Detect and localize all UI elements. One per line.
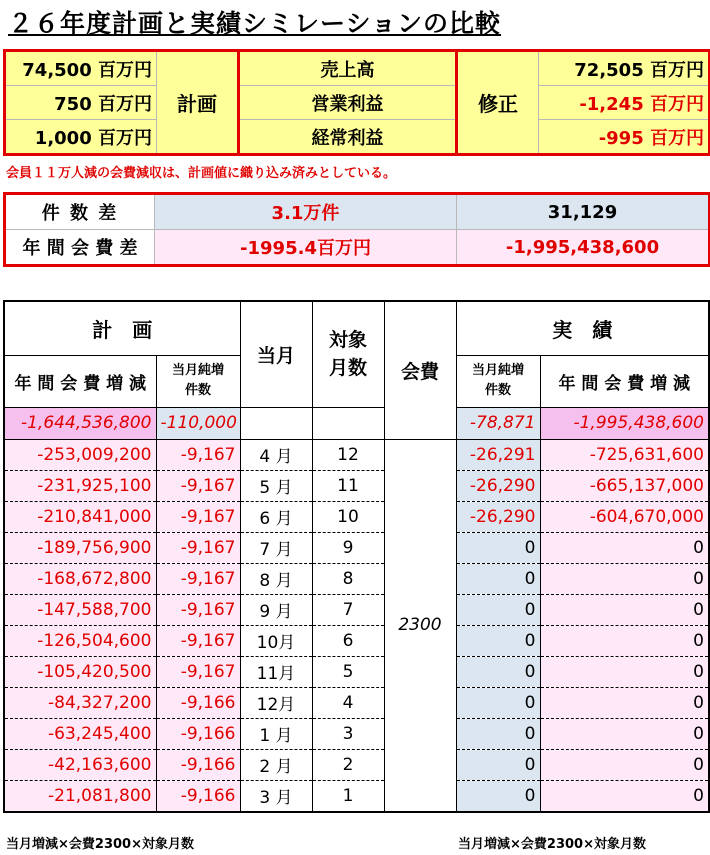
- table-row: [4, 625, 709, 656]
- target-header-line2: 月数: [328, 357, 367, 380]
- plan-annual-cell: -84,327,200: [4, 687, 156, 718]
- note-text: 会員１１万人減の会費減収は、計画値に織り込み済みとしている。: [6, 166, 397, 181]
- plan-annual-cell: -168,672,800: [4, 563, 156, 594]
- actual-annual-cell: 0: [540, 718, 709, 749]
- plan-sales: 74,500 百万円: [5, 51, 157, 86]
- actual-net-cell: 0: [456, 687, 540, 718]
- summary-row: [5, 120, 710, 155]
- month-cell: 3 月: [240, 780, 312, 812]
- actual-annual-cell: 0: [540, 625, 709, 656]
- target-months-cell: 11: [312, 470, 384, 501]
- plan-net-total: -110,000: [156, 407, 240, 439]
- month-header: 当月: [240, 301, 312, 407]
- plan-annual-cell: -147,588,700: [4, 594, 156, 625]
- diff-fee-label: 年 間 会 費 差: [5, 230, 155, 266]
- table-row: [4, 687, 709, 718]
- table-row: [4, 656, 709, 687]
- plan-net-header: [156, 355, 240, 407]
- table-row: [4, 439, 709, 470]
- simulation-table: [3, 300, 710, 813]
- actual-annual-cell: 0: [540, 594, 709, 625]
- actual-net-cell: 0: [456, 780, 540, 812]
- actual-annual-header: 年 間 会 費 増 減: [540, 355, 709, 407]
- target-months-cell: 12: [312, 439, 384, 470]
- item-operating-profit: 営業利益: [239, 86, 457, 120]
- plan-annual-cell: -253,009,200: [4, 439, 156, 470]
- revised-ordinary-profit: -995 百万円: [539, 120, 710, 155]
- actual-net-cell: 0: [456, 532, 540, 563]
- difference-table: [3, 192, 710, 267]
- actual-annual-cell: 0: [540, 749, 709, 780]
- target-header-line1: 対象: [328, 329, 367, 352]
- diff-count-value1: 3.1万件: [155, 194, 457, 230]
- revised-label: 修正: [457, 51, 539, 155]
- revised-sales: 72,505 百万円: [539, 51, 710, 86]
- actual-net-cell: -26,290: [456, 501, 540, 532]
- table-row: [4, 563, 709, 594]
- table-row: [4, 501, 709, 532]
- month-cell: 8 月: [240, 563, 312, 594]
- footer-right-formula: 当月増減×会費2300×対象月数: [458, 837, 646, 852]
- summary-row: [5, 51, 710, 86]
- target-months-cell: 1: [312, 780, 384, 812]
- plan-operating-profit: 750 百万円: [5, 86, 157, 120]
- plan-annual-cell: -105,420,500: [4, 656, 156, 687]
- actual-header: 実 績: [456, 301, 709, 355]
- plan-net-cell: -9,166: [156, 749, 240, 780]
- target-months-cell: 10: [312, 501, 384, 532]
- table-row: [4, 780, 709, 812]
- month-cell: 10月: [240, 625, 312, 656]
- actual-annual-cell: 0: [540, 656, 709, 687]
- actual-net-cell: 0: [456, 563, 540, 594]
- plan-annual-cell: -42,163,600: [4, 749, 156, 780]
- month-cell: 12月: [240, 687, 312, 718]
- target-months-header: [312, 301, 384, 407]
- plan-annual-cell: -126,504,600: [4, 625, 156, 656]
- plan-annual-header: 年 間 会 費 増 減: [4, 355, 156, 407]
- month-cell: 7 月: [240, 532, 312, 563]
- month-cell: 6 月: [240, 501, 312, 532]
- actual-net-cell: -26,290: [456, 470, 540, 501]
- actual-annual-cell: 0: [540, 687, 709, 718]
- item-sales: 売上高: [239, 51, 457, 86]
- plan-annual-cell: -210,841,000: [4, 501, 156, 532]
- month-cell: 5 月: [240, 470, 312, 501]
- actual-net-cell: 0: [456, 625, 540, 656]
- footer-left-formula: 当月増減×会費2300×対象月数: [6, 837, 194, 852]
- plan-net-header-line1: 当月純増: [171, 363, 224, 378]
- plan-label: 計画: [157, 51, 239, 155]
- plan-annual-total: -1,644,536,800: [4, 407, 156, 439]
- target-months-cell: 9: [312, 532, 384, 563]
- summary-row: [5, 86, 710, 120]
- item-ordinary-profit: 経常利益: [239, 120, 457, 155]
- plan-net-cell: -9,167: [156, 594, 240, 625]
- diff-row: [5, 194, 710, 230]
- target-months-cell: 6: [312, 625, 384, 656]
- plan-header: 計 画: [4, 301, 240, 355]
- actual-annual-cell: -725,631,600: [540, 439, 709, 470]
- target-months-cell: 5: [312, 656, 384, 687]
- plan-net-cell: -9,167: [156, 563, 240, 594]
- plan-annual-cell: -21,081,800: [4, 780, 156, 812]
- diff-row: [5, 230, 710, 266]
- totals-row: [4, 407, 709, 439]
- plan-annual-cell: -189,756,900: [4, 532, 156, 563]
- target-months-cell: 7: [312, 594, 384, 625]
- actual-net-cell: 0: [456, 656, 540, 687]
- plan-net-cell: -9,166: [156, 780, 240, 812]
- actual-net-header-line2: 件数: [484, 383, 511, 398]
- plan-net-cell: -9,167: [156, 532, 240, 563]
- diff-count-value2: 31,129: [457, 194, 710, 230]
- plan-net-cell: -9,166: [156, 687, 240, 718]
- plan-net-cell: -9,167: [156, 501, 240, 532]
- target-months-cell: 4: [312, 687, 384, 718]
- plan-net-header-line2: 件数: [184, 383, 211, 398]
- target-months-cell: 2: [312, 749, 384, 780]
- diff-fee-value1: -1995.4百万円: [155, 230, 457, 266]
- table-row: [4, 718, 709, 749]
- plan-net-cell: -9,167: [156, 439, 240, 470]
- page-title: ２６年度計画と実績シミレーションの比較: [8, 9, 502, 38]
- actual-net-cell: -26,291: [456, 439, 540, 470]
- actual-annual-cell: -604,670,000: [540, 501, 709, 532]
- summary-table: [3, 49, 710, 156]
- plan-annual-cell: -63,245,400: [4, 718, 156, 749]
- month-cell: 1 月: [240, 718, 312, 749]
- actual-net-cell: 0: [456, 718, 540, 749]
- table-row: [4, 594, 709, 625]
- actual-net-header: [456, 355, 540, 407]
- actual-net-total: -78,871: [456, 407, 540, 439]
- fee-cell: 2300: [384, 439, 456, 812]
- plan-net-cell: -9,167: [156, 656, 240, 687]
- table-row: [4, 749, 709, 780]
- plan-net-cell: -9,167: [156, 625, 240, 656]
- actual-annual-cell: 0: [540, 780, 709, 812]
- fee-header: 会費: [384, 301, 456, 439]
- month-cell: 9 月: [240, 594, 312, 625]
- actual-annual-cell: 0: [540, 532, 709, 563]
- actual-annual-cell: 0: [540, 563, 709, 594]
- actual-annual-cell: -665,137,000: [540, 470, 709, 501]
- actual-net-cell: 0: [456, 749, 540, 780]
- plan-annual-cell: -231,925,100: [4, 470, 156, 501]
- table-row: [4, 470, 709, 501]
- plan-net-cell: -9,167: [156, 470, 240, 501]
- revised-operating-profit: -1,245 百万円: [539, 86, 710, 120]
- plan-net-cell: -9,166: [156, 718, 240, 749]
- table-row: [4, 532, 709, 563]
- diff-fee-value2: -1,995,438,600: [457, 230, 710, 266]
- month-cell: 2 月: [240, 749, 312, 780]
- actual-net-cell: 0: [456, 594, 540, 625]
- diff-count-label: 件 数 差: [5, 194, 155, 230]
- plan-ordinary-profit: 1,000 百万円: [5, 120, 157, 155]
- target-months-cell: 8: [312, 563, 384, 594]
- target-months-cell: 3: [312, 718, 384, 749]
- month-cell: 11月: [240, 656, 312, 687]
- actual-annual-total: -1,995,438,600: [540, 407, 709, 439]
- actual-net-header-line1: 当月純増: [471, 363, 524, 378]
- month-cell: 4 月: [240, 439, 312, 470]
